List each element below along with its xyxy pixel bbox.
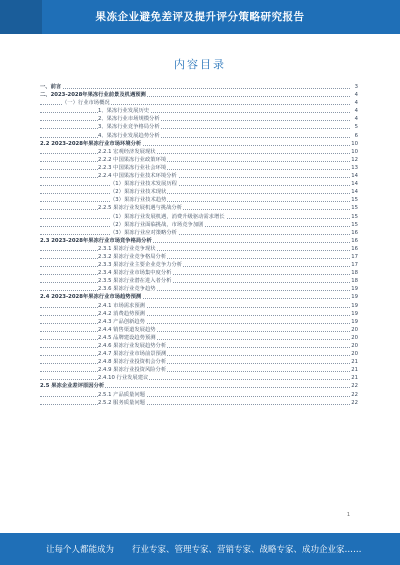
toc-entry-title: （一）行业市场概况 (62, 100, 110, 107)
toc-entry-title: 二、2023-2028年果冻行业前景及机遇预测 (40, 92, 146, 99)
toc-entry-title: （3）果冻行业技术趋势 (110, 197, 167, 204)
toc-leader-dots (40, 331, 350, 332)
toc-entry-title: （3）果冻行业应对策略分析 (110, 229, 177, 236)
toc-entry[interactable] (40, 391, 358, 399)
toc-entry[interactable] (40, 132, 358, 140)
toc-entry-page: 13 (351, 164, 358, 171)
toc-entry-page: 12 (351, 156, 358, 163)
toc-leader-dots (40, 112, 350, 113)
toc-entry-title: （2）果冻行业技术现状 (110, 189, 167, 196)
toc-entry[interactable] (40, 285, 358, 293)
toc-entry[interactable] (40, 172, 358, 180)
toc-entry-page: 19 (351, 294, 358, 301)
toc-entry-title: 2.2.1 宏观经济发展现状 (98, 148, 156, 155)
toc-entry[interactable] (40, 83, 358, 91)
toc-entry-page: 20 (351, 326, 358, 333)
toc-entry-page: 14 (351, 173, 358, 180)
footer-bar (0, 533, 400, 565)
toc-leader-dots (40, 88, 350, 89)
toc-entry[interactable] (40, 188, 358, 196)
toc-leader-dots (40, 201, 350, 202)
toc-entry[interactable] (40, 382, 358, 390)
toc-entry-page: 20 (351, 343, 358, 349)
toc-entry-page: 22 (351, 383, 358, 390)
toc-entry-page: 4 (350, 99, 358, 107)
toc-leader-dots (40, 185, 350, 186)
toc-entry-title: 2.4.6 果冻行业发展趋势分析 (98, 343, 167, 349)
toc-entry-title: 2.4.4 销售渠道发展趋势 (98, 326, 156, 333)
toc-entry-page: 15 (351, 213, 358, 220)
toc-entry-title: 2.3 2023-2028年果冻行业市场竞争格局分析 (40, 237, 152, 244)
toc-entry[interactable] (40, 115, 358, 123)
toc-entry-title: 2.5.1 产品质量问题 (98, 391, 145, 398)
toc-entry-title: 2.4.8 果冻行业投资机会分析 (98, 359, 167, 366)
toc-entry[interactable] (40, 180, 358, 188)
toc-entry-page: 20 (351, 334, 358, 341)
toc-entry[interactable] (40, 204, 358, 212)
toc-leader-dots (40, 315, 350, 316)
toc-entry-page: 4 (350, 91, 358, 99)
toc-leader-dots (40, 363, 350, 364)
toc-entry[interactable] (40, 253, 358, 261)
toc-entry-page: 19 (351, 318, 358, 325)
toc-leader-dots (40, 153, 350, 154)
toc-entry-title: 2.3.1 果冻行业竞争现状 (98, 245, 156, 252)
toc-leader-dots (40, 404, 350, 405)
toc-leader-dots (40, 396, 350, 397)
toc-entry[interactable] (40, 229, 358, 237)
toc-entry[interactable] (40, 366, 358, 374)
toc-entry-page: 16 (351, 245, 358, 252)
toc-entry-title: 2.2.4 中国果冻行业技术环境分析 (98, 173, 177, 180)
toc-entry[interactable] (40, 261, 358, 269)
toc-leader-dots (40, 193, 350, 194)
toc-entry-title: 2.2 2023-2028年果冻行业市场环境分析 (40, 140, 142, 147)
toc-leader-dots (40, 347, 350, 348)
toc-entry-page: 15 (351, 205, 358, 212)
toc-leader-dots (40, 177, 350, 178)
toc-entry-page: 18 (351, 270, 358, 277)
toc-entry-page: 15 (351, 197, 358, 204)
toc-entry[interactable] (40, 156, 358, 164)
toc-entry-page: 17 (351, 262, 358, 269)
toc-entry-title: （1）果冻行业发展机遇，消费升级驱动需求增长 (110, 213, 225, 220)
toc-entry-page: 18 (351, 278, 358, 285)
toc-leader-dots (40, 274, 350, 275)
toc-leader-dots (40, 128, 350, 129)
toc-entry-title: 2.5 果冻企业差评原因分析 (40, 383, 105, 390)
toc-entry-page: 22 (351, 391, 358, 398)
toc-leader-dots (40, 339, 350, 340)
toc-leader-dots (40, 209, 350, 210)
toc-entry-page: 4 (350, 107, 358, 115)
toc-entry-page: 4 (350, 115, 358, 123)
toc-entry-title: 2.4.10 行业发展建议 (98, 375, 149, 382)
toc-entry-page: 19 (351, 302, 358, 309)
toc-entry-page: 14 (351, 189, 358, 196)
toc-entry[interactable] (40, 374, 358, 382)
footer-slogan-right: 行业专家、管理专家、营销专家、战略专家、成功企业家…… (132, 545, 362, 555)
footer-slogan-left: 让每个人都能成为 (46, 545, 115, 555)
toc-entry[interactable] (40, 213, 358, 221)
toc-entry[interactable] (40, 399, 358, 407)
toc-entry-title: 1、果冻行业发展历史 (98, 108, 150, 115)
toc-entry-page: 16 (351, 229, 358, 236)
toc-leader-dots (40, 169, 350, 170)
toc-entry[interactable] (40, 107, 358, 115)
page-number: 1 (346, 512, 350, 518)
toc-entry-title: （1）果冻行业技术发展历程 (110, 181, 177, 188)
toc-leader-dots (40, 266, 350, 267)
toc-entry[interactable] (40, 350, 358, 358)
toc-entry[interactable] (40, 164, 358, 172)
toc-entry-page: 3 (350, 83, 358, 91)
toc-entry-title: 2.4.3 产品创新趋势 (98, 318, 145, 325)
toc-entry-page: 20 (351, 351, 358, 358)
toc-heading: 内容目录 (174, 58, 226, 71)
toc-entry-title: 2.3.4 果冻行业市场集中度分析 (98, 270, 172, 277)
toc-entry[interactable] (40, 310, 358, 318)
toc-entry-title: 2.3.5 果冻行业潜在进入者分析 (98, 278, 172, 285)
toc-entry-page: 16 (351, 237, 358, 244)
toc-leader-dots (40, 379, 350, 380)
toc-entry[interactable] (40, 334, 358, 342)
toc-entry-page: 19 (351, 310, 358, 317)
toc-leader-dots (40, 161, 350, 162)
toc-entry-title: 4、果冻行业发展趋势分析 (98, 132, 160, 139)
toc-leader-dots (40, 234, 350, 235)
toc-entry[interactable] (40, 148, 358, 156)
toc-entry[interactable] (40, 342, 358, 350)
toc-entry[interactable] (40, 302, 358, 310)
toc-entry[interactable] (40, 99, 358, 107)
toc-entry-page: 21 (351, 367, 358, 374)
toc-entry-page: 10 (351, 148, 358, 155)
toc-entry-title: 2.2.5 果冻行业发展机遇与挑战分析 (98, 205, 183, 212)
toc-leader-dots (40, 137, 350, 138)
toc-entry[interactable] (40, 123, 358, 131)
table-of-contents (40, 83, 358, 407)
toc-entry[interactable] (40, 293, 358, 301)
toc-entry-page: 15 (351, 221, 358, 228)
toc-entry-title: 2.3.2 果冻行业竞争格局分析 (98, 253, 167, 260)
header-bar (0, 0, 400, 34)
toc-leader-dots (40, 282, 350, 283)
toc-leader-dots (40, 323, 350, 324)
toc-entry[interactable] (40, 245, 358, 253)
toc-entry-title: 2.4 2023-2028年果冻行业市场趋势预测 (40, 294, 142, 301)
toc-entry-page: 21 (351, 375, 358, 382)
toc-entry-title: 2.3.6 果冻行业竞争趋势 (98, 286, 156, 293)
toc-leader-dots (40, 120, 350, 121)
toc-entry[interactable] (40, 237, 358, 245)
toc-entry-page: 21 (351, 359, 358, 366)
toc-leader-dots (40, 258, 350, 259)
toc-entry[interactable] (40, 196, 358, 204)
toc-entry[interactable] (40, 358, 358, 366)
toc-leader-dots (40, 290, 350, 291)
toc-entry-title: 2.4.9 果冻行业投资风险分析 (98, 367, 167, 374)
toc-entry-page: 22 (351, 399, 358, 406)
toc-entry[interactable] (40, 277, 358, 285)
toc-entry-title: 2.2.2 中国果冻行业政策环境 (98, 156, 167, 163)
toc-entry-title: 2.4.1 市场需求预测 (98, 302, 145, 309)
toc-entry-title: 2.4.5 品牌建设趋势预测 (98, 334, 156, 341)
toc-entry[interactable] (40, 91, 358, 99)
toc-entry-title: 2.3.3 果冻行业主要企业竞争力分析 (98, 262, 183, 269)
toc-entry-title: 2、果冻行业市场规模分析 (98, 116, 160, 123)
toc-entry-page: 19 (351, 286, 358, 293)
toc-entry-page: 5 (350, 123, 358, 131)
report-title: 果冻企业避免差评及提升评分策略研究报告 (95, 11, 305, 23)
toc-leader-dots (40, 307, 350, 308)
toc-entry-title: （2）果冻行业面临挑战，市场竞争加剧 (110, 221, 204, 228)
toc-entry-page: 14 (351, 181, 358, 188)
toc-entry-page: 17 (351, 253, 358, 260)
toc-entry-title: 2.4.7 果冻行业市场前景预测 (98, 351, 167, 358)
toc-entry[interactable] (40, 326, 358, 334)
toc-entry-title: 一、前言 (40, 84, 62, 90)
toc-leader-dots (40, 250, 350, 251)
toc-entry-page: 6 (350, 132, 358, 140)
toc-entry[interactable] (40, 318, 358, 326)
toc-entry[interactable] (40, 140, 358, 148)
toc-entry-page: 10 (351, 140, 358, 147)
toc-entry-title: 2.4.2 消费趋势预测 (98, 310, 145, 317)
toc-entry-title: 3、果冻行业竞争格局分析 (98, 124, 160, 131)
toc-entry[interactable] (40, 269, 358, 277)
toc-entry[interactable] (40, 221, 358, 229)
toc-leader-dots (40, 355, 350, 356)
toc-leader-dots (40, 371, 350, 372)
toc-entry-title: 2.2.3 中国果冻行业社会环境 (98, 164, 167, 171)
toc-entry-title: 2.5.2 服务质量问题 (98, 399, 145, 406)
